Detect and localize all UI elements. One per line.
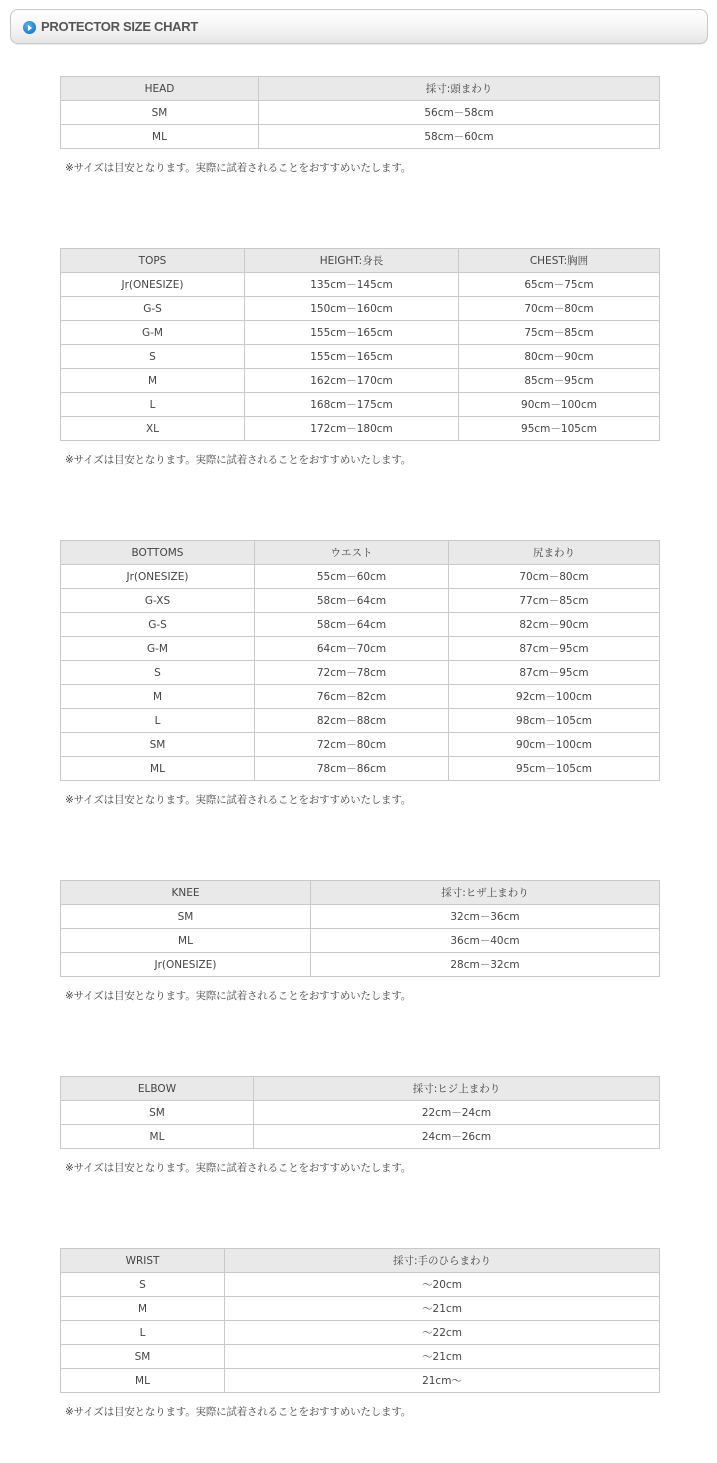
table-cell: G-M xyxy=(61,321,245,345)
table-row xyxy=(61,1321,660,1345)
table-row xyxy=(61,709,660,733)
table-row xyxy=(61,1125,660,1149)
table-row xyxy=(61,345,660,369)
table-row xyxy=(61,1101,660,1125)
table-cell: 150cm－160cm xyxy=(245,297,459,321)
table-row xyxy=(61,637,660,661)
table-cell: Jr(ONESIZE) xyxy=(61,273,245,297)
elbow-size-table xyxy=(60,1076,660,1149)
table-row xyxy=(61,273,660,297)
table-row xyxy=(61,953,660,977)
table-cell: 32cm－36cm xyxy=(311,905,660,929)
table-cell: 72cm－78cm xyxy=(255,661,449,685)
table-cell: ML xyxy=(61,1369,225,1393)
table-cell: 87cm－95cm xyxy=(449,637,660,661)
table-cell: SM xyxy=(61,733,255,757)
table-row xyxy=(61,1273,660,1297)
table-row xyxy=(61,417,660,441)
table-cell: 55cm－60cm xyxy=(255,565,449,589)
table-row xyxy=(61,733,660,757)
table-cell: 95cm－105cm xyxy=(449,757,660,781)
table-cell: 92cm－100cm xyxy=(449,685,660,709)
table-cell: S xyxy=(61,1273,225,1297)
table-row xyxy=(61,613,660,637)
table-cell: 70cm－80cm xyxy=(459,297,660,321)
table-cell: SM xyxy=(61,1345,225,1369)
size-note: ※サイズは目安となります。実際に試着されることをおすすめいたします。 xyxy=(65,162,412,174)
table-row xyxy=(61,393,660,417)
size-note: ※サイズは目安となります。実際に試着されることをおすすめいたします。 xyxy=(65,454,412,466)
table-row xyxy=(61,757,660,781)
table-cell: L xyxy=(61,393,245,417)
table-cell: 36cm－40cm xyxy=(311,929,660,953)
table-header-row xyxy=(61,881,660,905)
table-cell: ML xyxy=(61,757,255,781)
table-cell: G-S xyxy=(61,613,255,637)
bottoms-size-table xyxy=(60,540,660,781)
table-cell: Jr(ONESIZE) xyxy=(61,953,311,977)
table-cell: 28cm－32cm xyxy=(311,953,660,977)
table-cell: 155cm－165cm xyxy=(245,321,459,345)
table-cell: ～21cm xyxy=(225,1345,660,1369)
size-note: ※サイズは目安となります。実際に試着されることをおすすめいたします。 xyxy=(65,1162,412,1174)
table-cell: G-S xyxy=(61,297,245,321)
table-row xyxy=(61,685,660,709)
elbow-size-section xyxy=(60,1076,660,1175)
table-cell: ～21cm xyxy=(225,1297,660,1321)
knee-size-table xyxy=(60,880,660,977)
table-cell: 58cm－64cm xyxy=(255,613,449,637)
table-cell: 80cm－90cm xyxy=(459,345,660,369)
table-row xyxy=(61,1345,660,1369)
head-size-table xyxy=(60,76,660,149)
table-cell: 87cm－95cm xyxy=(449,661,660,685)
table-cell: ～22cm xyxy=(225,1321,660,1345)
table-cell: 77cm－85cm xyxy=(449,589,660,613)
column-header: ウエスト xyxy=(255,541,449,565)
table-header-row xyxy=(61,1249,660,1273)
knee-size-section xyxy=(60,880,660,1003)
table-cell: M xyxy=(61,1297,225,1321)
table-cell: ML xyxy=(61,125,259,149)
tops-size-table xyxy=(60,248,660,441)
table-cell: 58cm－60cm xyxy=(259,125,660,149)
table-row xyxy=(61,589,660,613)
table-cell: G-XS xyxy=(61,589,255,613)
head-size-section xyxy=(60,76,660,175)
table-cell: 90cm－100cm xyxy=(449,733,660,757)
table-cell: 168cm－175cm xyxy=(245,393,459,417)
table-header-row xyxy=(61,541,660,565)
table-cell: 56cm－58cm xyxy=(259,101,660,125)
table-cell: 65cm－75cm xyxy=(459,273,660,297)
bottoms-size-section xyxy=(60,540,660,807)
table-cell: ～20cm xyxy=(225,1273,660,1297)
wrist-size-table xyxy=(60,1248,660,1393)
table-cell: 85cm－95cm xyxy=(459,369,660,393)
table-cell: 72cm－80cm xyxy=(255,733,449,757)
table-header-row xyxy=(61,1077,660,1101)
table-cell: L xyxy=(61,1321,225,1345)
table-cell: 64cm－70cm xyxy=(255,637,449,661)
table-cell: SM xyxy=(61,101,259,125)
table-cell: 98cm－105cm xyxy=(449,709,660,733)
table-cell: 162cm－170cm xyxy=(245,369,459,393)
table-row xyxy=(61,661,660,685)
table-row xyxy=(61,369,660,393)
column-header: ELBOW xyxy=(61,1077,254,1101)
size-note: ※サイズは目安となります。実際に試着されることをおすすめいたします。 xyxy=(65,990,412,1002)
table-cell: 22cm－24cm xyxy=(254,1101,660,1125)
table-cell: 24cm－26cm xyxy=(254,1125,660,1149)
table-cell: 76cm－82cm xyxy=(255,685,449,709)
table-cell: 75cm－85cm xyxy=(459,321,660,345)
table-row xyxy=(61,321,660,345)
tops-size-section xyxy=(60,248,660,467)
column-header: 尻まわり xyxy=(449,541,660,565)
table-cell: M xyxy=(61,685,255,709)
column-header: KNEE xyxy=(61,881,311,905)
table-cell: 58cm－64cm xyxy=(255,589,449,613)
table-header-row xyxy=(61,77,660,101)
table-cell: G-M xyxy=(61,637,255,661)
table-cell: 82cm－88cm xyxy=(255,709,449,733)
table-cell: ML xyxy=(61,1125,254,1149)
table-cell: ML xyxy=(61,929,311,953)
column-header: WRIST xyxy=(61,1249,225,1273)
table-row xyxy=(61,905,660,929)
table-cell: 135cm－145cm xyxy=(245,273,459,297)
table-cell: 21cm～ xyxy=(225,1369,660,1393)
column-header: 採寸:手のひらまわり xyxy=(225,1249,660,1273)
table-cell: 78cm－86cm xyxy=(255,757,449,781)
column-header: CHEST:胸囲 xyxy=(459,249,660,273)
column-header: HEAD xyxy=(61,77,259,101)
size-note: ※サイズは目安となります。実際に試着されることをおすすめいたします。 xyxy=(65,794,412,806)
page-header xyxy=(10,9,708,44)
table-cell: 172cm－180cm xyxy=(245,417,459,441)
table-row xyxy=(61,297,660,321)
table-row xyxy=(61,1369,660,1393)
table-cell: 70cm－80cm xyxy=(449,565,660,589)
page-title: PROTECTOR SIZE CHART xyxy=(41,19,198,34)
column-header: HEIGHT:身長 xyxy=(245,249,459,273)
table-row xyxy=(61,101,660,125)
table-header-row xyxy=(61,249,660,273)
table-cell: SM xyxy=(61,905,311,929)
column-header: 採寸:頭まわり xyxy=(259,77,660,101)
column-header: 採寸:ヒザ上まわり xyxy=(311,881,660,905)
column-header: TOPS xyxy=(61,249,245,273)
column-header: 採寸:ヒジ上まわり xyxy=(254,1077,660,1101)
table-cell: 82cm－90cm xyxy=(449,613,660,637)
table-cell: L xyxy=(61,709,255,733)
table-cell: 90cm－100cm xyxy=(459,393,660,417)
table-row xyxy=(61,125,660,149)
table-row xyxy=(61,1297,660,1321)
table-cell: Jr(ONESIZE) xyxy=(61,565,255,589)
table-row xyxy=(61,929,660,953)
table-cell: S xyxy=(61,345,245,369)
column-header: BOTTOMS xyxy=(61,541,255,565)
table-cell: M xyxy=(61,369,245,393)
table-cell: SM xyxy=(61,1101,254,1125)
play-bullet-icon xyxy=(23,21,36,34)
table-cell: 95cm－105cm xyxy=(459,417,660,441)
wrist-size-section xyxy=(60,1248,660,1419)
size-note: ※サイズは目安となります。実際に試着されることをおすすめいたします。 xyxy=(65,1406,412,1418)
table-cell: XL xyxy=(61,417,245,441)
table-row xyxy=(61,565,660,589)
table-cell: 155cm－165cm xyxy=(245,345,459,369)
table-cell: S xyxy=(61,661,255,685)
